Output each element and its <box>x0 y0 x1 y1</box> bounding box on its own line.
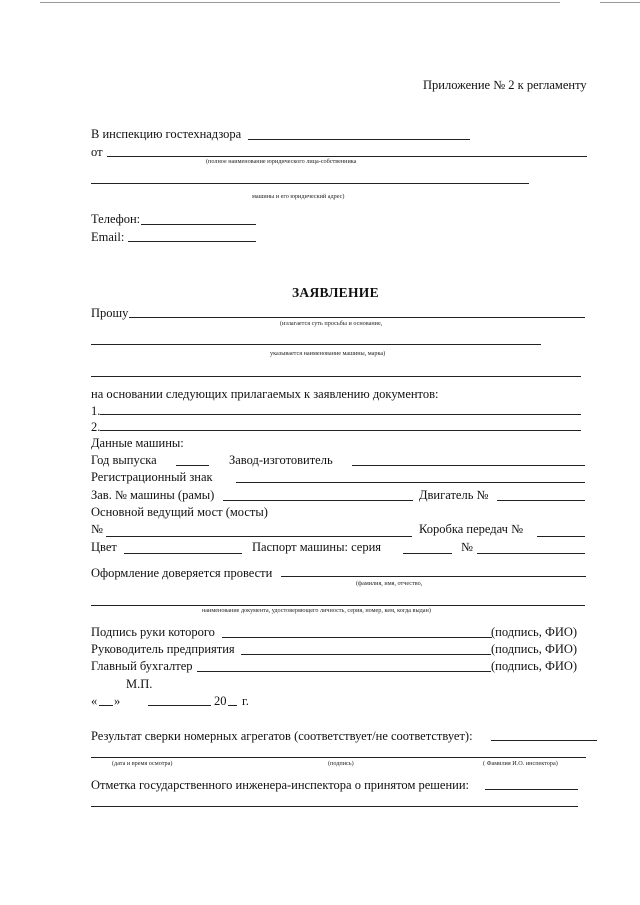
phone-field[interactable] <box>141 224 256 225</box>
date-month-field[interactable] <box>148 705 180 706</box>
inspection-label: В инспекцию гостехнадзора <box>91 127 242 141</box>
year-label: Год выпуска <box>91 453 157 467</box>
owner-hint: (полное наименование юридического лица-собственника <box>206 158 357 165</box>
hand-sign-label: Подпись руки которого <box>91 625 215 639</box>
date-month-field-bold[interactable] <box>180 705 211 706</box>
address-hint: машины и его юридический адрес) <box>252 193 345 200</box>
head-sign-label: Руководитель предприятия <box>91 642 235 656</box>
accountant-sign-field[interactable] <box>197 671 491 672</box>
reg-sign-label: Регистрационный знак <box>91 470 213 484</box>
axle-label: Основной ведущий мост (мосты) <box>91 505 268 519</box>
request-hint: (излагается суть просьбы и основание, <box>280 320 383 327</box>
owner-field[interactable] <box>107 156 587 157</box>
request-field-2[interactable] <box>91 344 541 345</box>
request-field[interactable] <box>129 317 585 318</box>
decision-field[interactable] <box>485 789 578 790</box>
phone-label: Телефон: <box>91 212 141 226</box>
decision-field-2[interactable] <box>91 806 578 807</box>
passport-series-field[interactable] <box>403 553 452 554</box>
axle-number-field[interactable] <box>106 536 412 537</box>
engine-field[interactable] <box>497 500 585 501</box>
proxy-document-field[interactable] <box>91 605 585 606</box>
request-label: Прошу <box>91 306 129 320</box>
proxy-label: Оформление доверяется провести <box>91 566 273 580</box>
check-result-field[interactable] <box>491 740 597 741</box>
inspection-field[interactable] <box>248 139 470 140</box>
date-open-quote: « <box>91 694 98 708</box>
check-date-hint: (дата и время осмотра) <box>112 760 173 767</box>
machine-heading: Данные машины: <box>91 436 184 450</box>
check-sign-hint: (подпись) <box>328 760 354 767</box>
hand-sign-suffix: (подпись, ФИО) <box>491 625 578 639</box>
email-field[interactable] <box>128 241 256 242</box>
appendix-note: Приложение № 2 к регламенту <box>423 78 587 92</box>
date-close-quote: » <box>114 694 121 708</box>
head-sign-suffix: (подпись, ФИО) <box>491 642 578 656</box>
document-item-2-number: 2. <box>91 420 101 434</box>
proxy-document-hint: наименование документа, удостоверяющего личность, серия, номер, кем, когда выдан) <box>202 607 431 614</box>
email-label: Email: <box>91 230 125 244</box>
manufacturer-field[interactable] <box>352 465 585 466</box>
color-label: Цвет <box>91 540 117 554</box>
from-label: от <box>91 145 103 159</box>
axle-number-label: № <box>91 522 103 536</box>
date-year-field[interactable] <box>228 705 237 706</box>
check-inspector-hint: ( Фамилия И.О. инспектора) <box>483 760 558 767</box>
frame-no-field[interactable] <box>223 500 413 501</box>
engine-label: Двигатель № <box>419 488 489 502</box>
document-item-2-field[interactable] <box>100 430 581 431</box>
gearbox-field[interactable] <box>537 536 585 537</box>
decision-label: Отметка государственного инженера-инспектора о принятом решении: <box>91 778 469 792</box>
proxy-name-field[interactable] <box>281 576 586 577</box>
date-year-suffix: г. <box>242 694 249 708</box>
document-title: ЗАЯВЛЕНИЕ <box>292 285 379 300</box>
gearbox-label: Коробка передач № <box>419 522 523 536</box>
hand-sign-field[interactable] <box>222 637 492 638</box>
machine-hint: указывается наименование машины, марка) <box>270 350 386 357</box>
stamp-label: М.П. <box>126 677 153 691</box>
head-sign-field[interactable] <box>241 654 491 655</box>
reg-sign-field[interactable] <box>236 482 585 483</box>
passport-label: Паспорт машины: серия <box>252 540 382 554</box>
check-signature-line[interactable] <box>91 757 586 758</box>
address-field[interactable] <box>91 183 529 184</box>
date-day-field[interactable] <box>99 705 113 706</box>
proxy-name-hint: (фамилия, имя, отчество, <box>356 580 423 587</box>
frame-no-label: Зав. № машины (рамы) <box>91 488 215 502</box>
scan-edge-line <box>600 2 640 3</box>
manufacturer-label: Завод-изготовитель <box>229 453 333 467</box>
document-item-1-number: 1. <box>91 404 101 418</box>
accountant-sign-suffix: (подпись, ФИО) <box>491 659 578 673</box>
year-field[interactable] <box>176 465 209 466</box>
passport-number-field[interactable] <box>477 553 585 554</box>
documents-intro: на основании следующих прилагаемых к заявлению документов: <box>91 387 439 401</box>
passport-number-label: № <box>461 540 473 554</box>
scan-edge-line <box>40 2 560 3</box>
check-result-label: Результат сверки номерных агрегатов (соответствует/не соответствует): <box>91 729 473 743</box>
color-field[interactable] <box>124 553 242 554</box>
date-year-prefix: 20 <box>214 694 227 708</box>
request-field-3[interactable] <box>91 376 581 377</box>
accountant-sign-label: Главный бухгалтер <box>91 659 193 673</box>
document-item-1-field[interactable] <box>100 414 581 415</box>
